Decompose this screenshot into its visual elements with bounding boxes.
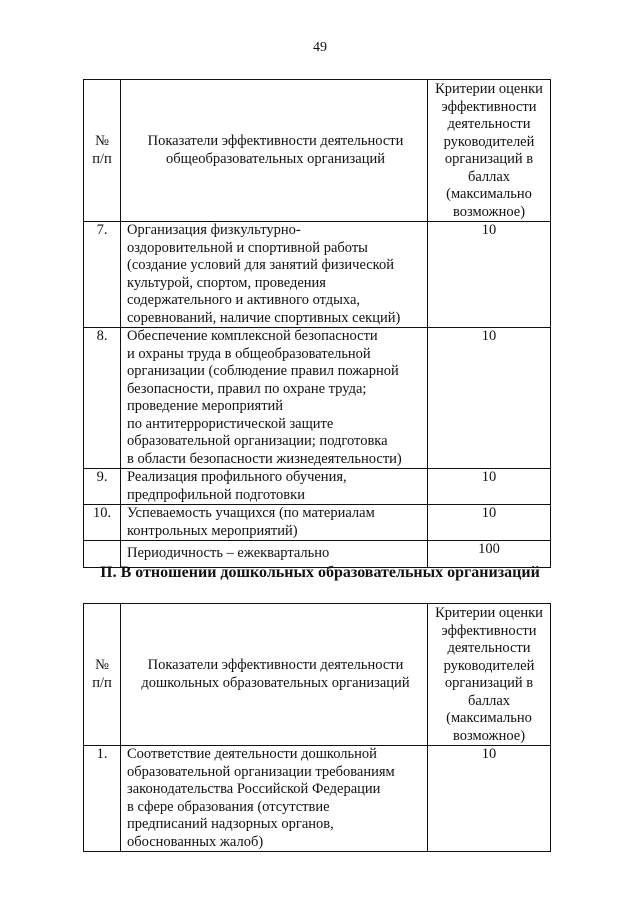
row-score: 10 [428, 746, 551, 852]
header-indicators: Показатели эффективности деятельности общеобразовательных организаций [121, 80, 428, 222]
row-indicator: Реализация профильного обучения, предпрофильной подготовки [121, 469, 428, 505]
header-criteria: Критерии оценки эффективности деятельности руководителей организаций в баллах (максимально возможное) [428, 80, 551, 222]
efficiency-criteria-table-general-education [83, 79, 551, 568]
row-indicator: Соответствие деятельности дошкольной образовательной организации требованиям законодательства Российской Федерации в сфере образования (отсутствие предписаний надзорных органов, обоснованных жалоб) [121, 746, 428, 852]
row-indicator: Обеспечение комплексной безопасности и охраны труда в общеобразовательной организации (соблюдение правил пожарной безопасности, правил по охране труда; проведение мероприятий по антитеррористической защите образовательной организации; подготовка в области безопасности жизнедеятельности) [121, 328, 428, 469]
row-indicator: Периодичность – ежеквартально [121, 541, 428, 568]
section-title: II. В отношении дошкольных образовательных организаций [100, 564, 540, 581]
header-number: № п/п [84, 604, 121, 746]
row-score: 10 [428, 328, 551, 469]
table-row [84, 328, 551, 469]
row-score: 10 [428, 222, 551, 328]
table-row [84, 746, 551, 852]
table-row [84, 222, 551, 328]
row-number: 1. [84, 746, 121, 852]
row-number: 10. [84, 505, 121, 541]
row-number: 8. [84, 328, 121, 469]
page-number: 49 [313, 40, 327, 55]
row-score: 10 [428, 505, 551, 541]
table-header-row [84, 604, 551, 746]
efficiency-criteria-table-preschool [83, 603, 551, 852]
table-row [84, 469, 551, 505]
row-score: 100 [428, 541, 551, 568]
row-indicator: Успеваемость учащихся (по материалам контрольных мероприятий) [121, 505, 428, 541]
row-indicator: Организация физкультурно- оздоровительной и спортивной работы (создание условий для занятий физической культурой, спортом, проведения содержательного и активного отдыха, соревнований, наличие спортивных секций) [121, 222, 428, 328]
header-indicators: Показатели эффективности деятельности дошкольных образовательных организаций [121, 604, 428, 746]
row-score: 10 [428, 469, 551, 505]
row-number: 7. [84, 222, 121, 328]
row-number: 9. [84, 469, 121, 505]
header-criteria: Критерии оценки эффективности деятельности руководителей организаций в баллах (максимально возможное) [428, 604, 551, 746]
table-row [84, 505, 551, 541]
table-header-row [84, 80, 551, 222]
header-number: № п/п [84, 80, 121, 222]
